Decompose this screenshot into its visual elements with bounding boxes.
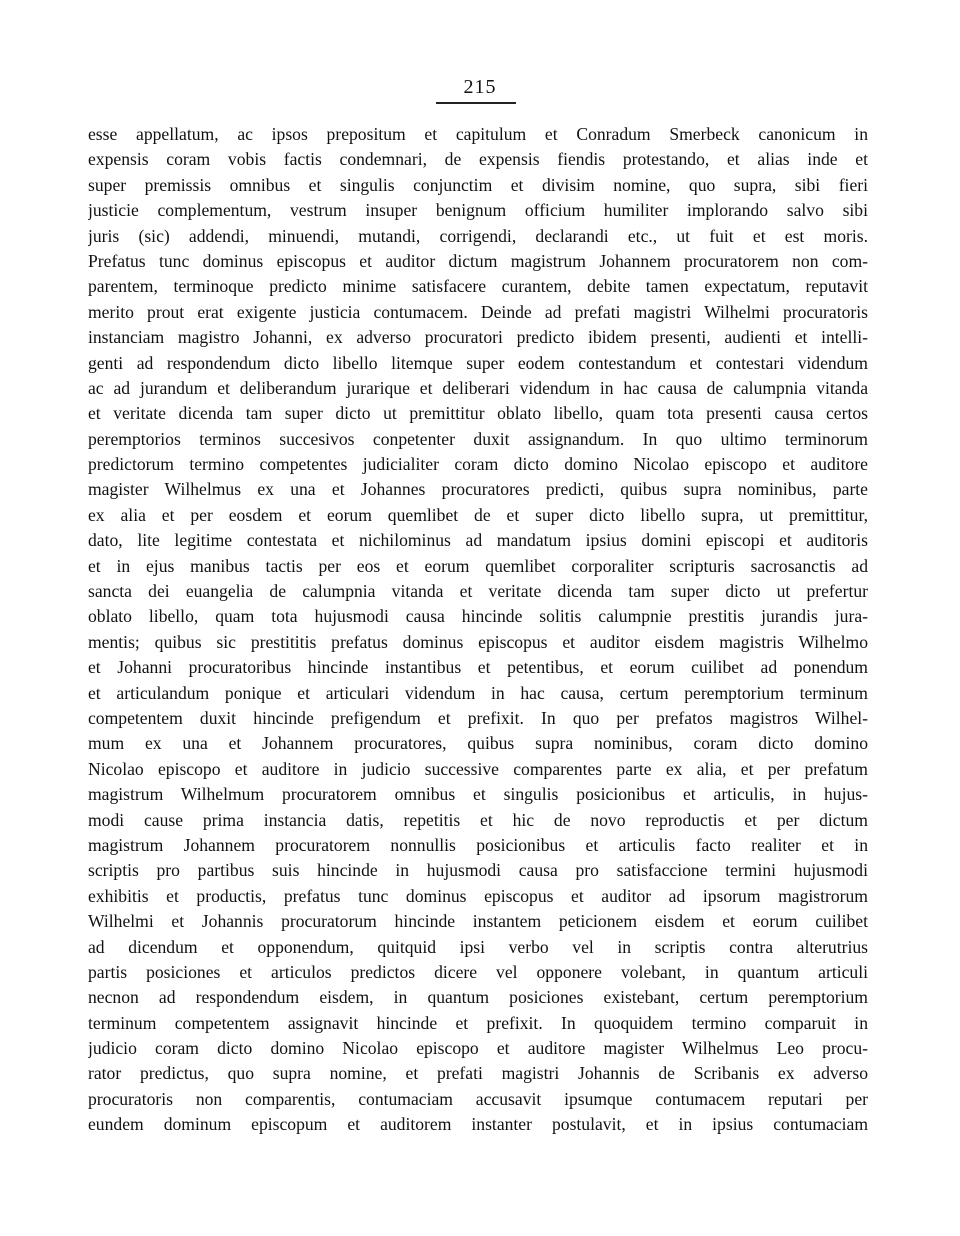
text-line: Nicolao episcopo et auditore in judicio successive comparentes parte ex alia, et per prefatum [88,758,868,779]
page-number: 215 [463,76,497,98]
text-line: magistrum Johannem procuratorem nonnullis posicionibus et articulis facto realiter et in [88,834,868,855]
text-line: et veritate dicenda tam super dicto ut premittitur oblato libello, quam tota presenti causa certos [88,403,868,424]
text-line: exhibitis et productis, prefatus tunc dominus episcopus et auditor ad ipsorum magistrorum [88,885,868,906]
text-line: competentem duxit hincinde prefigendum et prefixit. In quo per prefatos magistros Wilhel- [88,707,868,728]
text-line: terminum competentem assignavit hincinde et prefixit. In quoquidem termino comparuit in [88,1012,868,1033]
text-line: judicio coram dicto domino Nicolao episcopo et auditore magister Wilhelmus Leo procu- [88,1038,868,1059]
text-line: et in ejus manibus tactis per eos et eorum quemlibet corporaliter scripturis sacrosanctis ad [88,555,868,576]
text-line: sancta dei euangelia de calumpnia vitanda et veritate dicenda tam super dicto ut prefertur [88,581,868,602]
text-line: super premissis omnibus et singulis conjunctim et divisim nomine, quo supra, sibi fieri [88,174,868,195]
text-line: ad dicendum et opponendum, quitquid ipsi verbo vel in scriptis contra alterutrius [88,936,868,957]
text-line: dato, lite legitime contestata et nichilominus ad mandatum ipsius domini episcopi et auditoris [88,530,868,551]
text-line: mum ex una et Johannem procuratores, quibus supra nominibus, coram dicto domino [88,733,868,754]
text-line: procuratoris non comparentis, contumaciam accusavit ipsumque contumacem reputari per [88,1088,868,1109]
text-line: et Johanni procuratoribus hincinde instantibus et petentibus, et eorum cuilibet ad ponendum [88,657,868,678]
text-line: justicie complementum, vestrum insuper benignum officium humiliter implorando salvo sibi [88,200,868,221]
text-line: predictorum termino competentes judicialiter coram dicto domino Nicolao episcopo et auditore [88,454,868,475]
text-line: esse appellatum, ac ipsos prepositum et capitulum et Conradum Smerbeck canonicum in [88,124,868,144]
text-line: expensis coram vobis factis condemnari, de expensis fiendis protestando, et alias inde et [88,149,868,170]
text-line: Prefatus tunc dominus episcopus et auditor dictum magistrum Johannem procuratorem non com- [88,250,868,271]
text-line: modi cause prima instancia datis, repetitis et hic de novo reproductis et per dictum [88,809,868,830]
text-line: magistrum Wilhelmum procuratorem omnibus et singulis posicionibus et articulis, in hujus- [88,784,868,805]
text-line: scriptis pro partibus suis hincinde in hujusmodi causa pro satisfaccione termini hujusmodi [88,860,868,881]
text-line: juris (sic) addendi, minuendi, mutandi, corrigendi, declarandi etc., ut fuit et est moris. [88,225,868,246]
text-line: eundem dominum episcopum et auditorem instanter postulavit, et in ipsius contumaciam [88,1114,868,1135]
text-line: rator predictus, quo supra nomine, et prefati magistri Johannis de Scribanis ex adverso [88,1063,868,1084]
text-line: merito prout erat exigente justicia contumacem. Deinde ad prefati magistri Wilhelmi procuratoris [88,301,868,322]
text-line: Wilhelmi et Johannis procuratorum hincinde instantem peticionem eisdem et eorum cuilibet [88,911,868,932]
text-line: peremptorios terminos succesivos conpetenter duxit assignandum. In quo ultimo terminorum [88,428,868,449]
text-line: genti ad respondendum dicto libello litemque super eodem contestandum et contestari videndum [88,352,868,373]
text-line: ex alia et per eosdem et eorum quemlibet de et super dicto libello supra, ut premittitur, [88,504,868,525]
text-line: et articulandum ponique et articulari videndum in hac causa, certum peremptorium terminum [88,682,868,703]
text-line: mentis; quibus sic prestititis prefatus dominus episcopus et auditor eisdem magistris Wilhelmo [88,631,868,652]
text-line: instanciam magistro Johanni, ex adverso procuratori predicto ibidem presenti, audienti et intelli- [88,327,868,348]
text-line: magister Wilhelmus ex una et Johannes procuratores predicti, quibus supra nominibus, parte [88,479,868,500]
page-number-rule [436,102,516,104]
text-line: oblato libello, quam tota hujusmodi causa hincinde solitis calumpnie prestitis jurandis jura- [88,606,868,627]
text-line: partis posiciones et articulos predictos dicere vel opponere volebant, in quantum articuli [88,961,868,982]
text-line: necnon ad respondendum eisdem, in quantum posiciones existebant, certum peremptorium [88,987,868,1008]
text-line: ac ad jurandum et deliberandum jurarique et deliberari videndum in hac causa de calumpnia vitanda [88,377,868,398]
text-line: parentem, terminoque predicto minime satisfacere curantem, debite tamen expectatum, reputavit [88,276,868,297]
body-text [88,122,868,1138]
